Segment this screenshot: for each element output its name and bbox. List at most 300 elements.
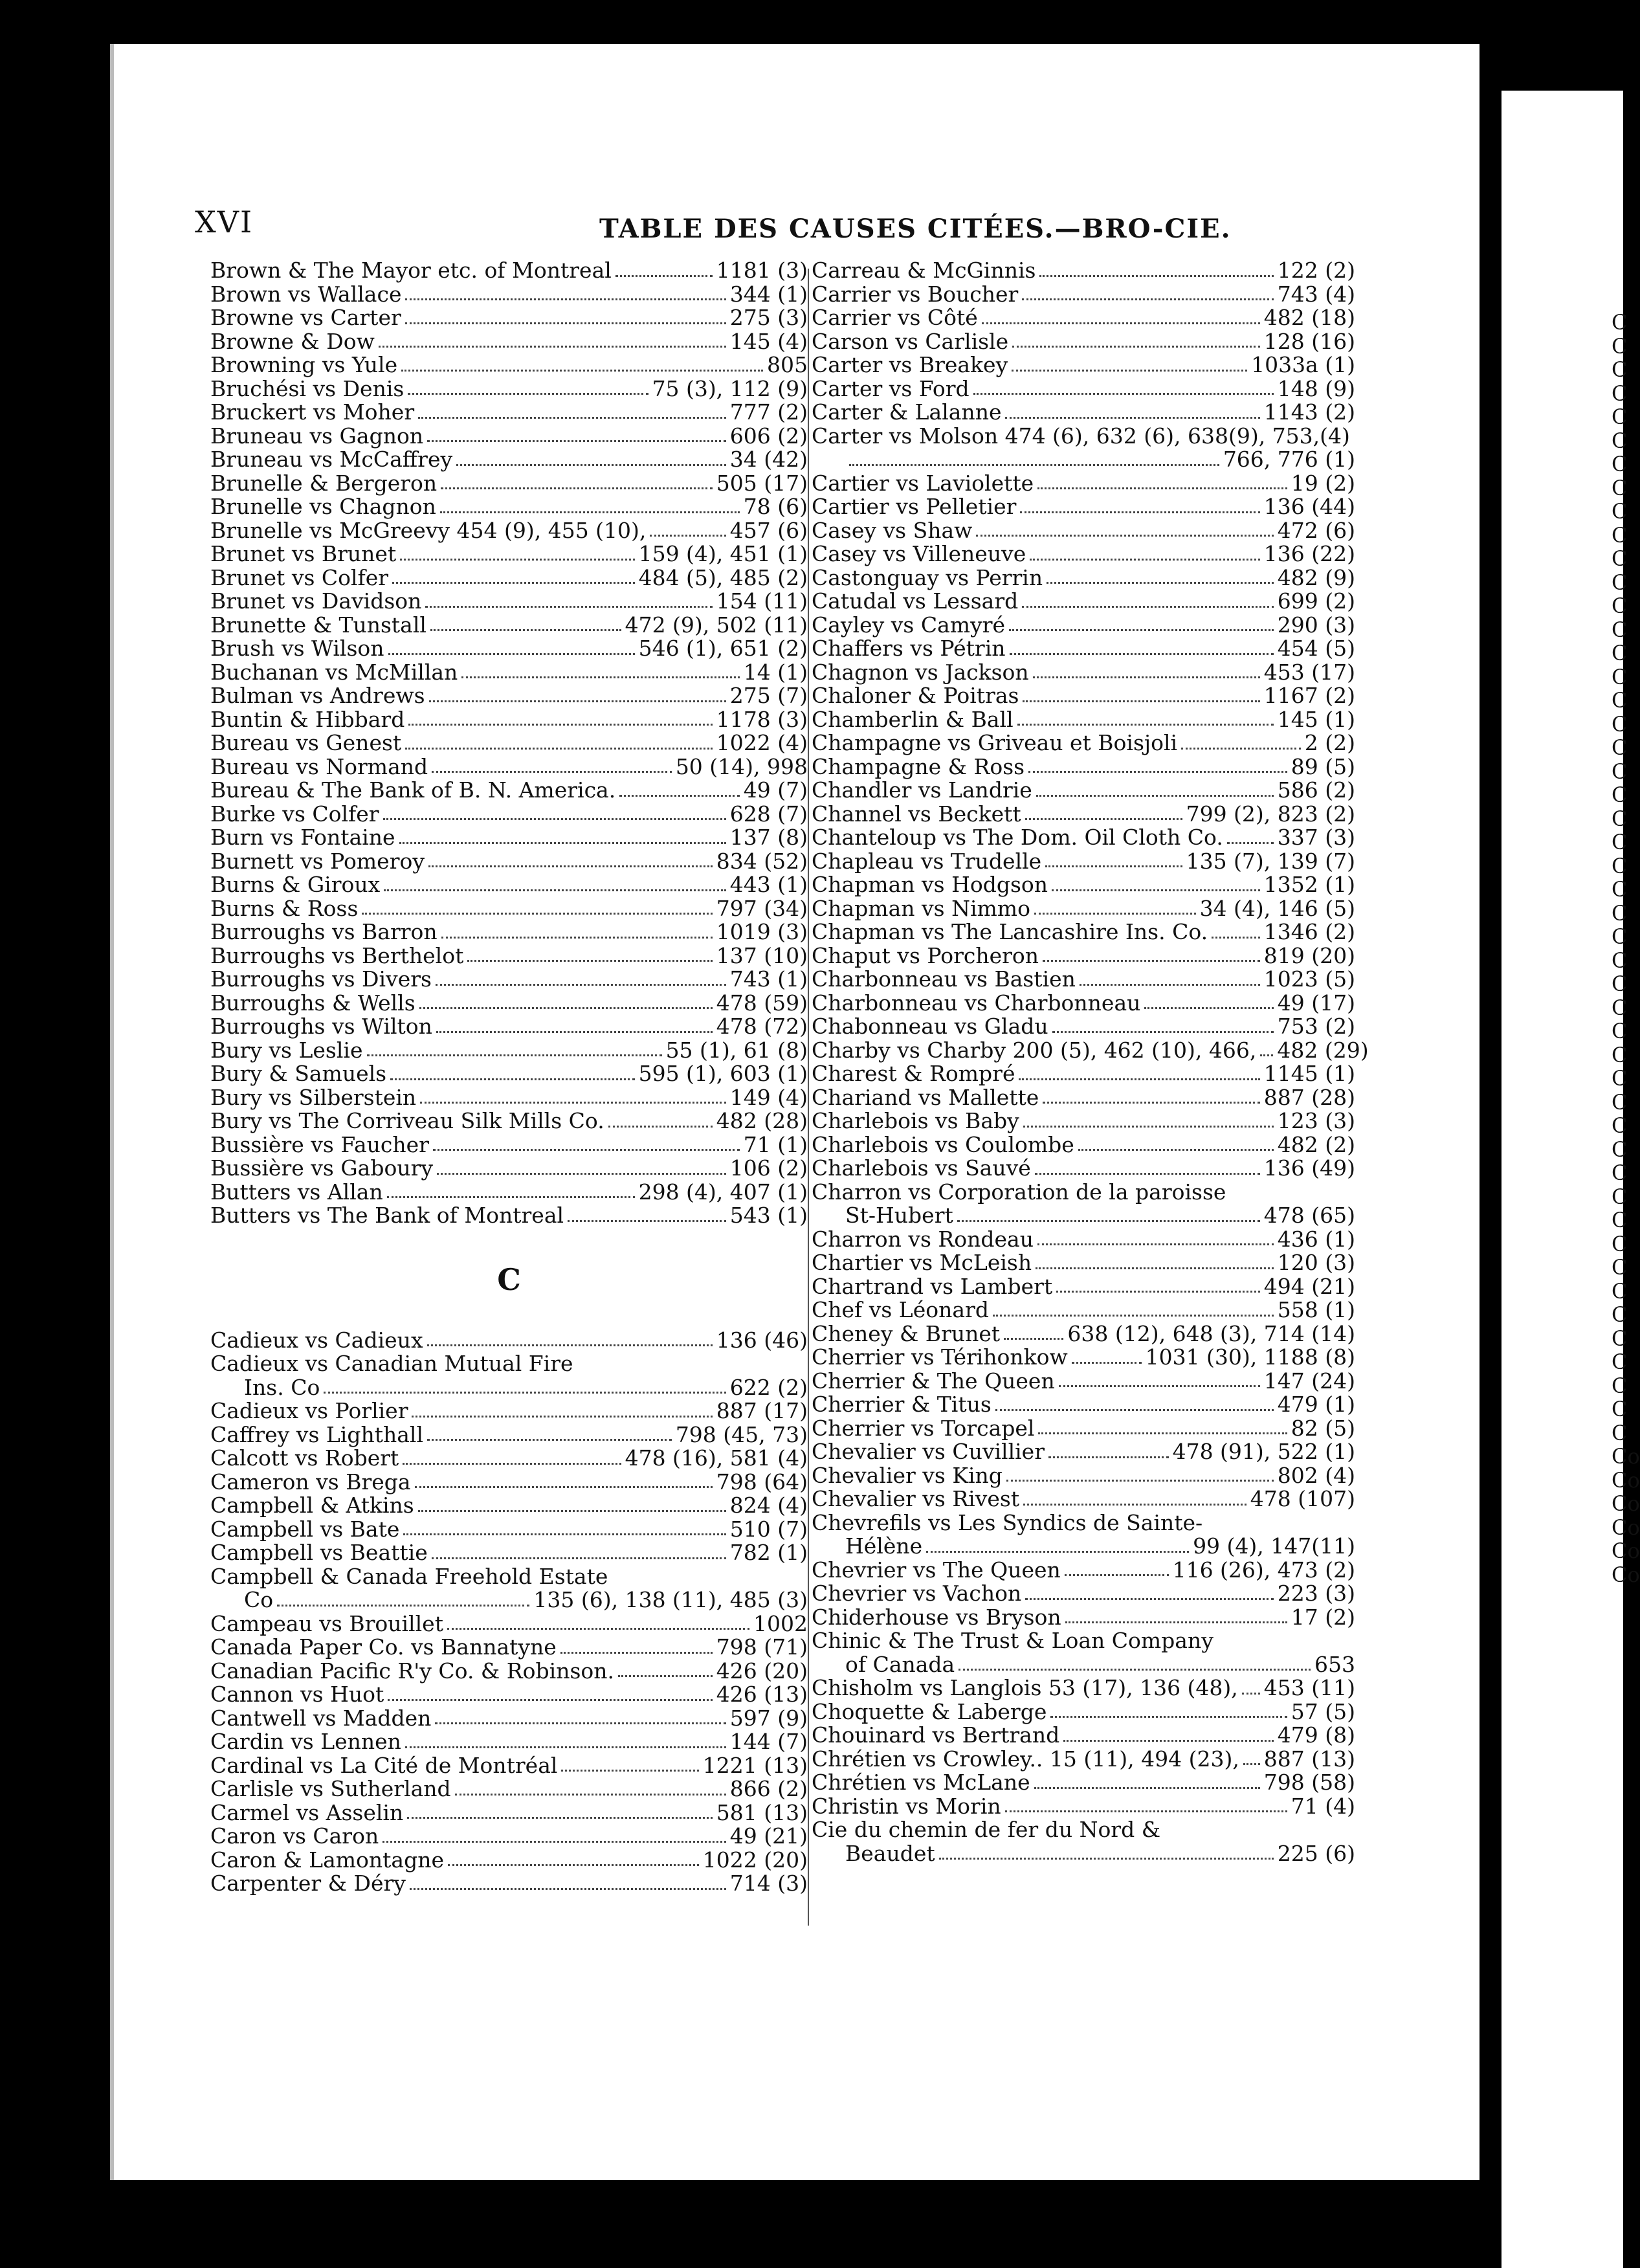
dot-leader [388,1699,713,1701]
page-reference: 581 (13) [716,1799,808,1825]
index-entry [812,1346,1355,1370]
index-entry [812,1771,1355,1795]
case-name: Burns & Giroux [210,872,381,897]
page-reference: 71 (1) [743,1131,808,1157]
case-name: Browne vs Carter [210,305,401,330]
dot-leader [1144,1007,1273,1009]
next-page-letter: C [1612,617,1628,642]
index-entry [210,448,808,472]
dot-leader [455,1794,726,1796]
next-page-letter: C [1612,1326,1628,1351]
case-name-continued: of Canada [845,1651,955,1677]
dot-leader [619,795,740,797]
index-entry [210,1109,808,1133]
index-entry [210,779,808,803]
case-name: Charron vs Rondeau [812,1226,1034,1252]
dot-leader [324,1376,726,1394]
case-name: Brunet vs Brunet [210,541,397,566]
case-name: Cardinal vs La Cité de Montréal [210,1752,558,1778]
dot-leader [1010,653,1274,655]
page-reference: 558 (1) [1277,1297,1355,1322]
page-reference: 137 (8) [729,825,808,850]
next-page-letter: Co [1612,1515,1640,1540]
page-reference: 135 (6), 138 (11), 485 (3) [533,1587,808,1612]
case-name: Bureau & The Bank of B. N. America. [210,777,616,803]
page-reference: 275 (3) [729,305,808,330]
right-column [812,258,1369,1866]
dot-leader [982,322,1260,324]
index-entry [812,1370,1355,1394]
left-column [210,259,808,1896]
case-name: Cherrier vs Térihonkow [812,1344,1068,1370]
next-page-letter: C [1612,806,1628,831]
dot-leader [1078,1149,1274,1151]
dot-leader [435,1722,726,1724]
dot-leader [427,1344,713,1346]
case-name-continued: St-Hubert [845,1203,953,1228]
index-entry [812,590,1355,614]
page-reference: 510 (7) [729,1516,808,1542]
page-reference: 834 (52) [716,848,808,874]
case-name-continued: Hélène [845,1533,923,1559]
next-page-letter: C [1612,1350,1628,1374]
case-name: Brunet vs Colfer [210,564,389,590]
page-reference: 426 (20) [716,1658,808,1684]
case-name: Carter vs Ford [812,375,970,401]
page-reference: 798 (58) [1263,1770,1355,1795]
index-entry [812,1440,1355,1464]
case-name: Canadian Pacific R'y Co. & Robinson. [210,1658,614,1684]
next-page-letter: C [1612,877,1628,902]
index-entry [812,425,1355,449]
case-name: Cameron vs Brega [210,1469,411,1495]
page-reference: 137 (10) [716,942,808,968]
index-entry [210,1329,808,1353]
next-page-letter: C [1612,1278,1628,1304]
index-entry [210,1062,808,1086]
next-page-letter: C [1612,357,1628,382]
index-entry [812,1037,1369,1063]
dot-leader [1033,676,1260,678]
dot-leader [957,1204,1260,1222]
page-reference: 586 (2) [1277,777,1355,803]
page-reference: 802 (4) [1277,1462,1355,1488]
dot-leader [1050,1716,1287,1718]
index-entry [812,353,1355,377]
page-reference: 546 (1), 651 (2) [638,636,808,661]
dot-leader [405,1746,726,1748]
case-name: Burroughs vs Barron [210,919,438,944]
case-name: Cannon vs Huot [210,1682,384,1707]
dot-leader [448,1864,699,1866]
page-reference: 478 (91), 522 (1) [1172,1439,1355,1464]
case-name-continued: Co [244,1587,274,1612]
case-name: Carter & Lalanne [812,399,1002,425]
page-reference: 454 (5) [1277,636,1355,661]
next-page-edge [1501,91,1640,2268]
index-entry [210,566,808,590]
case-name: Chevalier vs Cuvillier [812,1439,1045,1464]
dot-leader [399,842,726,844]
page-reference: 149 (4) [729,1084,808,1110]
dot-leader [993,1315,1274,1317]
page-reference: 116 (26), 473 (2) [1172,1557,1355,1583]
dot-leader [432,771,672,773]
page-reference: 638 (12), 648 (3), 714 (14) [1067,1320,1355,1346]
index-entry [812,1322,1355,1346]
next-page-letter: C [1612,546,1628,571]
page-reference: 753 (2) [1277,1014,1355,1039]
page-reference: 82 (5) [1291,1415,1355,1441]
page-reference: 49 (21) [729,1823,808,1849]
index-entry [812,1818,1355,1842]
case-name: Cantwell vs Madden [210,1705,432,1731]
case-name: Chapman vs Nimmo [812,895,1030,921]
page-reference: 797 (34) [716,895,808,921]
index-entry [812,1795,1355,1819]
index-entry [812,1582,1355,1606]
dot-leader [437,1173,726,1175]
dot-leader [1023,1126,1274,1128]
index-entry [812,377,1355,401]
running-head: TABLE DES CAUSES CITÉES.—BRO-CIE. [599,214,1232,244]
dot-leader [849,448,1219,466]
page-reference: 457 (6) [729,517,808,543]
case-name: Choquette & Laberge [812,1698,1047,1724]
page-reference: 443 (1) [729,872,808,897]
dot-leader [926,1535,1189,1553]
case-name: Browning vs Yule [210,352,398,377]
page-reference: 482 (9) [1277,564,1355,590]
case-name: Chef vs Léonard [812,1297,989,1322]
case-name: Cadieux vs Canadian Mutual Fire [210,1351,573,1376]
dot-leader [1025,1598,1274,1600]
page-reference: 478 (59) [716,990,808,1016]
index-entry [210,1872,808,1896]
case-name: Chamberlin & Ball [812,706,1014,732]
dot-leader [608,1126,713,1128]
dot-leader [382,1841,726,1843]
next-page-letter: C [1612,1042,1628,1067]
index-entry [210,1565,808,1589]
page-reference: 482 (28) [716,1108,808,1133]
dot-leader [1037,1243,1274,1245]
case-name: Chinic & The Trust & Loan Company [812,1628,1213,1653]
page-reference: 223 (3) [1277,1581,1355,1606]
case-name: Bury vs Leslie [210,1037,363,1063]
case-name: Chevrier vs Vachon [812,1581,1022,1606]
index-entry [210,968,808,992]
index-entry [210,1086,808,1110]
dot-leader [1012,346,1260,348]
next-page-letter: C [1612,333,1628,359]
index-entry [812,684,1355,708]
page-reference: 57 (5) [1291,1698,1355,1724]
next-page-letter: C [1612,853,1628,878]
case-name: Chariand vs Mallette [812,1084,1039,1110]
index-entry [812,1559,1355,1583]
dot-leader [1052,1031,1274,1033]
page-reference: 1033a (1) [1251,352,1355,377]
index-entry [812,614,1355,638]
index-entry [812,850,1355,874]
page-reference: 543 (1) [729,1203,808,1228]
dot-leader [362,913,712,915]
next-page-letter: C [1612,570,1628,595]
dot-leader [976,535,1273,537]
page-reference: 453 (11) [1263,1675,1355,1700]
index-entry-continuation [210,1376,808,1400]
index-entry [210,1801,808,1825]
page-reference: 1002 [753,1610,808,1636]
next-page-letter: C [1612,948,1628,973]
dot-leader [1048,1456,1169,1458]
dot-leader [447,1628,749,1630]
dot-leader [1019,1078,1259,1080]
index-entry [210,1541,808,1565]
index-entry [812,1464,1355,1488]
case-name: Charlebois vs Baby [812,1108,1019,1133]
page-reference: 478 (107) [1250,1486,1355,1511]
dot-leader [1063,1740,1274,1742]
page-reference: 478 (72) [716,1014,808,1039]
page-reference: 798 (64) [716,1469,808,1495]
dot-leader [1212,937,1260,939]
index-entry [210,1447,808,1471]
case-name: Caron & Lamontagne [210,1847,445,1873]
dot-leader [1017,724,1274,726]
case-name: Campbell vs Bate [210,1516,400,1542]
dot-leader [403,1533,726,1535]
index-entry-continuation [812,1842,1355,1866]
dot-leader [1036,1267,1274,1269]
column-divider [808,269,809,1926]
case-name: Bussière vs Faucher [210,1131,429,1157]
case-name: Carlisle vs Sutherland [210,1776,451,1801]
case-name-continued: Ins. Co [244,1374,320,1400]
index-entry [210,1707,808,1731]
case-name: Channel vs Beckett [812,801,1021,827]
case-name: Chapleau vs Trudelle [812,848,1042,874]
case-name: Caffrey vs Lighthall [210,1421,424,1447]
page-reference: 122 (2) [1277,258,1355,283]
index-entry [210,920,808,944]
next-page-letter: C [1612,1231,1628,1256]
dot-leader [1006,1480,1274,1482]
dot-leader [1260,1054,1273,1056]
page-reference: 482 (29) [1277,1037,1369,1063]
page-reference: 606 (2) [729,423,808,449]
index-entry [812,944,1355,968]
dot-leader [405,748,713,750]
dot-leader [1028,771,1287,773]
page-reference: 34 (42) [729,447,808,472]
page-reference: 472 (9), 502 (11) [625,612,808,638]
index-entry [210,1157,808,1181]
page-reference: 478 (16), 581 (4) [625,1445,808,1471]
index-entry [210,306,808,330]
page-reference: 782 (1) [729,1540,808,1565]
index-entry [812,1629,1355,1653]
page-reference: 479 (8) [1277,1722,1355,1748]
case-name: Bury vs Silberstein [210,1084,417,1110]
case-name: Bruneau vs Gagnon [210,423,424,449]
dot-leader [461,676,739,678]
case-name: Carrier vs Boucher [812,281,1019,307]
dot-leader [403,1463,621,1465]
dot-leader [1012,370,1247,372]
next-page-letter: C [1612,995,1628,1020]
case-name: Burroughs vs Wilton [210,1014,432,1039]
page-reference: 622 (2) [729,1374,808,1400]
case-name: Bury vs The Corriveau Silk Mills Co. [210,1108,604,1133]
index-entry [210,1494,808,1518]
page-reference: 472 (6) [1277,517,1355,543]
case-name: Bury & Samuels [210,1061,387,1086]
index-entry [812,495,1355,519]
dot-leader [441,487,713,489]
next-page-letter: C [1612,1161,1628,1185]
page-reference: 479 (1) [1277,1392,1355,1417]
index-entry [210,1204,808,1228]
dot-leader [1242,1693,1260,1695]
index-entry [210,708,808,732]
index-entry [210,1777,808,1801]
index-entry [210,259,808,283]
page-reference: 595 (1), 603 (1) [638,1061,808,1086]
case-name: Campbell & Atkins [210,1493,414,1518]
dot-leader [995,1409,1274,1411]
index-entry [812,1700,1355,1724]
index-entry [812,401,1355,425]
index-entry [210,425,808,449]
dot-leader [390,1078,634,1080]
index-entry [210,472,808,496]
index-entry-continuation [812,448,1355,472]
case-name: Champagne & Ross [812,753,1025,779]
index-entry [812,1606,1355,1630]
dot-leader [432,1557,726,1559]
next-page-letter: C [1612,1137,1628,1162]
index-entry [210,1471,808,1495]
page-reference: 1181 (3) [716,258,808,283]
page-reference: 1346 (2) [1263,919,1355,944]
next-page-letter: C [1612,475,1628,500]
index-list-c-right [812,258,1369,1866]
page-reference: 136 (44) [1263,494,1355,519]
dot-leader [384,889,726,891]
next-page-letter: C [1612,972,1628,996]
index-entry [210,1423,808,1447]
next-page-letter: C [1612,830,1628,854]
page-reference: 159 (4), 451 (1) [638,541,808,566]
index-entry [210,330,808,354]
index-entry [210,1352,808,1376]
case-name: Brown vs Wallace [210,281,402,307]
case-name: Cartier vs Laviolette [812,470,1034,496]
next-page-letter: Co [1612,1539,1640,1563]
dot-leader [1036,795,1274,797]
index-entry-continuation [812,1535,1355,1559]
case-name: Charbonneau vs Charbonneau [812,990,1141,1016]
case-name: Cie du chemin de fer du Nord & [812,1817,1161,1842]
index-entry [210,731,808,755]
page-reference: 887 (28) [1263,1084,1355,1110]
case-name: Chaput vs Porcheron [812,942,1039,968]
page-reference: 225 (6) [1277,1840,1355,1866]
page-reference: 298 (4), 407 (1) [638,1179,808,1205]
case-name: Brunelle vs McGreevy 454 (9), 455 (10), [210,517,647,543]
case-name: Carpenter & Déry [210,1871,406,1896]
dot-leader [427,1439,672,1441]
index-entry [812,1511,1355,1535]
case-name: Cherrier & The Queen [812,1368,1055,1394]
index-entry [210,850,808,874]
page-reference: 482 (2) [1277,1131,1355,1157]
dot-leader [1022,606,1274,608]
case-name: Chanteloup vs The Dom. Oil Cloth Co. [812,825,1223,850]
case-name: Chabonneau vs Gladu [812,1014,1048,1039]
next-page-letter: C [1612,735,1628,760]
index-entry [812,472,1355,496]
dot-leader [1034,913,1196,915]
next-page-letter: C [1612,783,1628,807]
case-name: Carter vs Breakey [812,352,1008,377]
dot-leader [1043,1102,1260,1104]
page-reference: 597 (9) [729,1705,808,1731]
page-reference: 1221 (13) [702,1752,808,1778]
index-entry [812,731,1355,755]
index-entry [812,1487,1355,1511]
section-letter-c: C [497,1262,521,1297]
index-entry [812,1109,1355,1133]
page-reference: 136 (46) [716,1327,808,1353]
case-name: Charron vs Corporation de la paroisse [812,1179,1226,1205]
dot-leader [383,818,726,820]
index-entry [812,826,1355,850]
index-entry [210,1181,808,1205]
case-name: Chiderhouse vs Bryson [812,1604,1061,1630]
dot-leader [1056,1291,1260,1293]
case-name: Brunette & Tunstall [210,612,427,638]
dot-leader [615,275,713,277]
case-name: Chandler vs Landrie [812,777,1032,803]
dot-leader [1037,487,1287,489]
page-reference: 743 (4) [1277,281,1355,307]
next-page-letter: C [1612,428,1628,453]
index-entry-continuation [812,1204,1355,1228]
case-name: Chevalier vs King [812,1462,1003,1488]
case-name: Bureau vs Genest [210,730,402,755]
case-name: Christin vs Morin [812,1793,1001,1819]
index-entry [210,1039,808,1063]
index-entry [812,992,1355,1016]
dot-leader [1038,1432,1287,1434]
case-name: Bruneau vs McCaffrey [210,447,453,472]
dot-leader [1020,511,1259,513]
next-page-letter: Co [1612,1467,1640,1493]
case-name: Carmel vs Asselin [210,1799,404,1825]
case-name: Bussière vs Gaboury [210,1155,434,1181]
case-name: Carter vs Molson 474 (6), 632 (6), 638(9), 753,(4) [812,423,1350,449]
page-reference: 1178 (3) [716,706,808,732]
next-page-letter: C [1612,1255,1628,1280]
page-reference: 866 (2) [729,1776,808,1801]
next-page-letter: C [1612,641,1628,665]
next-page-letter: Co [1612,1491,1640,1516]
index-entry [812,637,1355,661]
index-entry [812,1676,1355,1700]
